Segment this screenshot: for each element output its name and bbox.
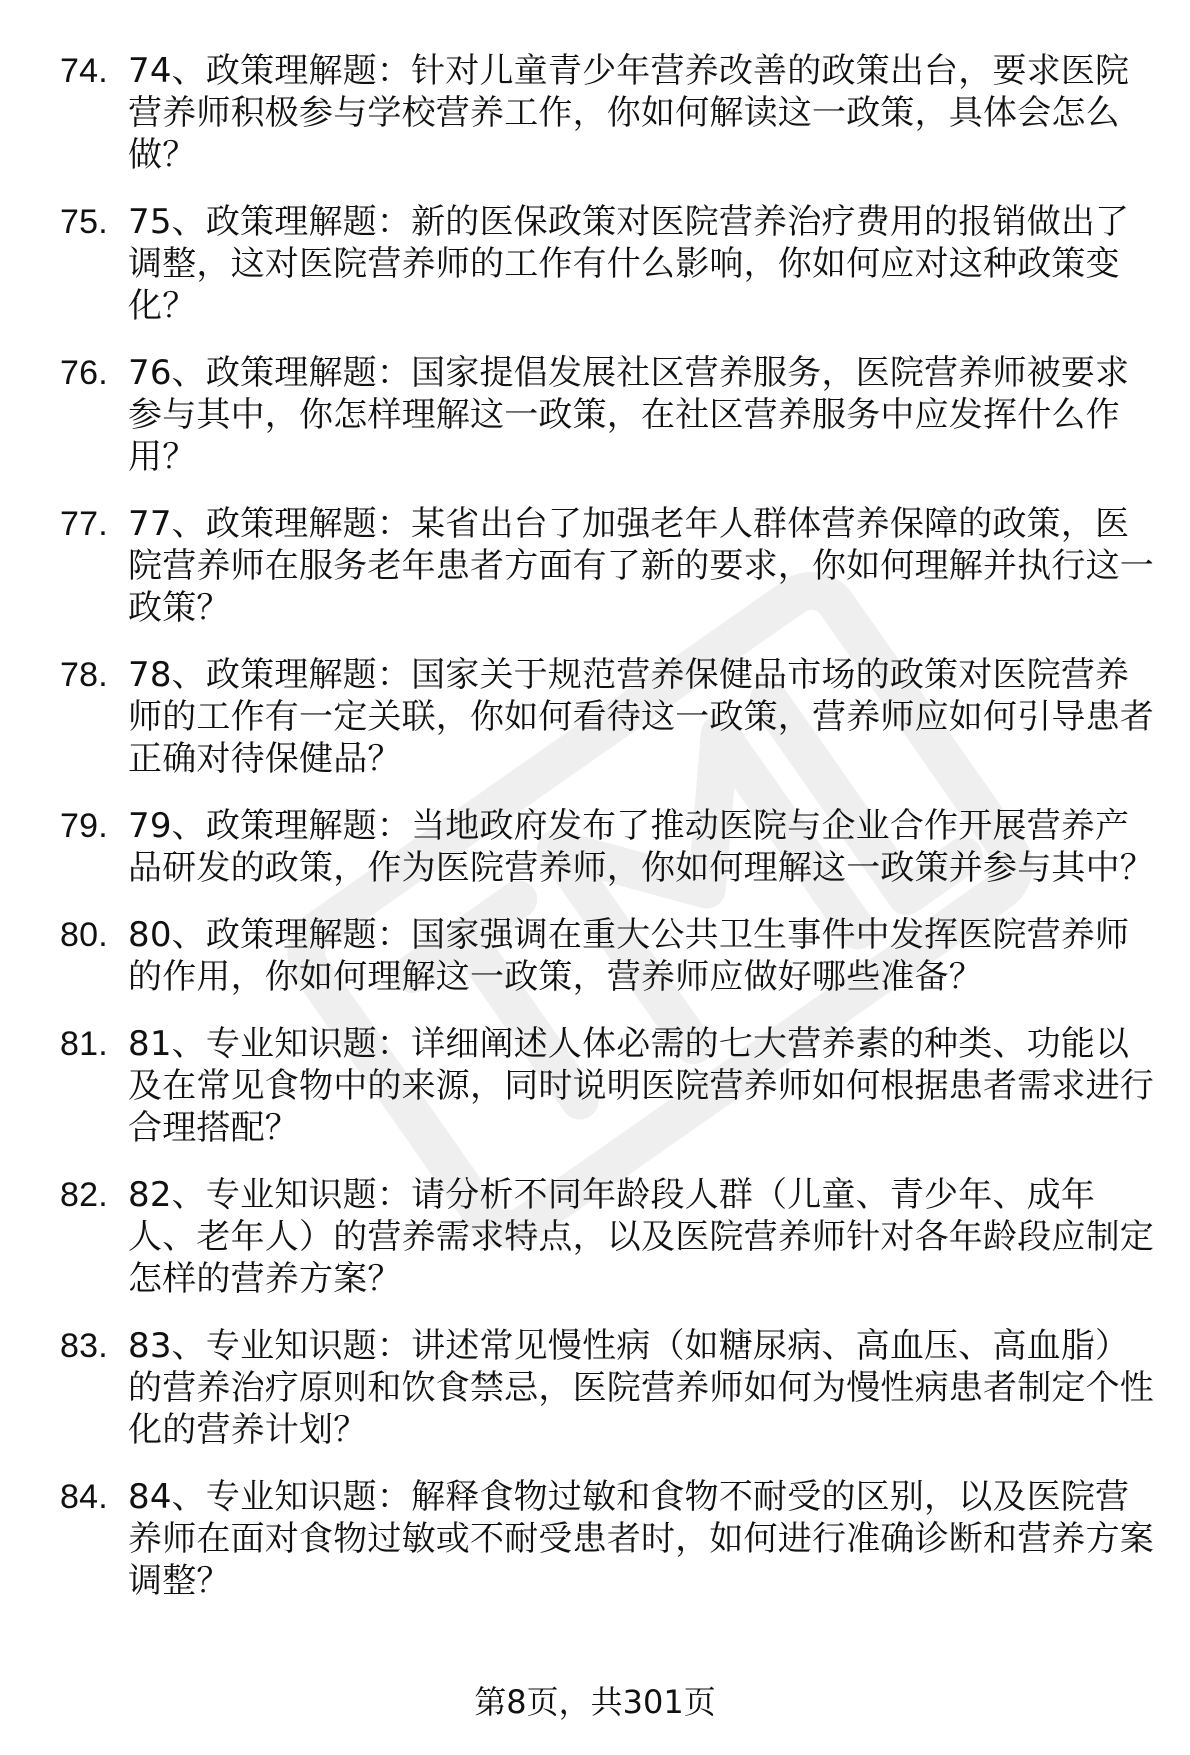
question-number: 76. <box>60 354 108 392</box>
question-number: 78. <box>60 656 108 694</box>
question-number: 83. <box>60 1327 108 1365</box>
question-text: 80、政策理解题：国家强调在重大公共卫生事件中发挥医院营养师的作用，你如何理解这一政策，营养师应做好哪些准备？ <box>128 915 1130 997</box>
question-item-74 <box>60 50 1160 176</box>
question-number: 80. <box>60 916 108 954</box>
question-item-78 <box>60 654 1160 780</box>
question-text: 82、专业知识题：请分析不同年龄段人群（儿童、青少年、成年人、老年人）的营养需求特点，以及医院营养师针对各年龄段应制定怎样的营养方案？ <box>128 1175 1154 1299</box>
question-text: 84、专业知识题：解释食物过敏和食物不耐受的区别，以及医院营养师在面对食物过敏或不耐受患者时，如何进行准确诊断和营养方案调整？ <box>128 1477 1154 1601</box>
question-item-77 <box>60 503 1160 629</box>
question-text: 79、政策理解题：当地政府发布了推动医院与企业合作开展营养产品研发的政策，作为医院营养师，你如何理解这一政策并参与其中？ <box>128 806 1154 888</box>
question-text: 74、政策理解题：针对儿童青少年营养改善的政策出台，要求医院营养师积极参与学校营养工作，你如何解读这一政策，具体会怎么做？ <box>128 51 1130 175</box>
question-item-83 <box>60 1325 1160 1451</box>
question-number: 77. <box>60 505 108 543</box>
question-item-82 <box>60 1174 1160 1300</box>
page-footer: 第8页，共301页 <box>474 1683 716 1721</box>
question-text: 77、政策理解题：某省出台了加强老年人群体营养保障的政策，医院营养师在服务老年患者方面有了新的要求，你如何理解并执行这一政策？ <box>128 504 1154 628</box>
question-number: 84. <box>60 1478 108 1516</box>
question-item-76 <box>60 352 1160 478</box>
question-item-84 <box>60 1476 1160 1602</box>
question-number: 79. <box>60 807 108 845</box>
question-item-75 <box>60 201 1160 327</box>
question-number: 81. <box>60 1025 108 1063</box>
question-number: 82. <box>60 1176 108 1214</box>
question-item-81 <box>60 1023 1160 1149</box>
question-item-80 <box>60 914 1160 998</box>
question-number: 74. <box>60 52 108 90</box>
question-text: 76、政策理解题：国家提倡发展社区营养服务，医院营养师被要求参与其中，你怎样理解这一政策，在社区营养服务中应发挥什么作用？ <box>128 353 1130 477</box>
question-text: 78、政策理解题：国家关于规范营养保健品市场的政策对医院营养师的工作有一定关联，你如何看待这一政策，营养师应如何引导患者正确对待保健品？ <box>128 655 1154 779</box>
question-item-79 <box>60 805 1160 889</box>
question-text: 81、专业知识题：详细阐述人体必需的七大营养素的种类、功能以及在常见食物中的来源，同时说明医院营养师如何根据患者需求进行合理搭配？ <box>128 1024 1154 1148</box>
question-text: 75、政策理解题：新的医保政策对医院营养治疗费用的报销做出了调整，这对医院营养师的工作有什么影响，你如何应对这种政策变化？ <box>128 202 1130 326</box>
question-number: 75. <box>60 203 108 241</box>
question-text: 83、专业知识题：讲述常见慢性病（如糖尿病、高血压、高血脂）的营养治疗原则和饮食禁忌，医院营养师如何为慢性病患者制定个性化的营养计划？ <box>128 1326 1154 1450</box>
question-list <box>60 50 1160 1627</box>
